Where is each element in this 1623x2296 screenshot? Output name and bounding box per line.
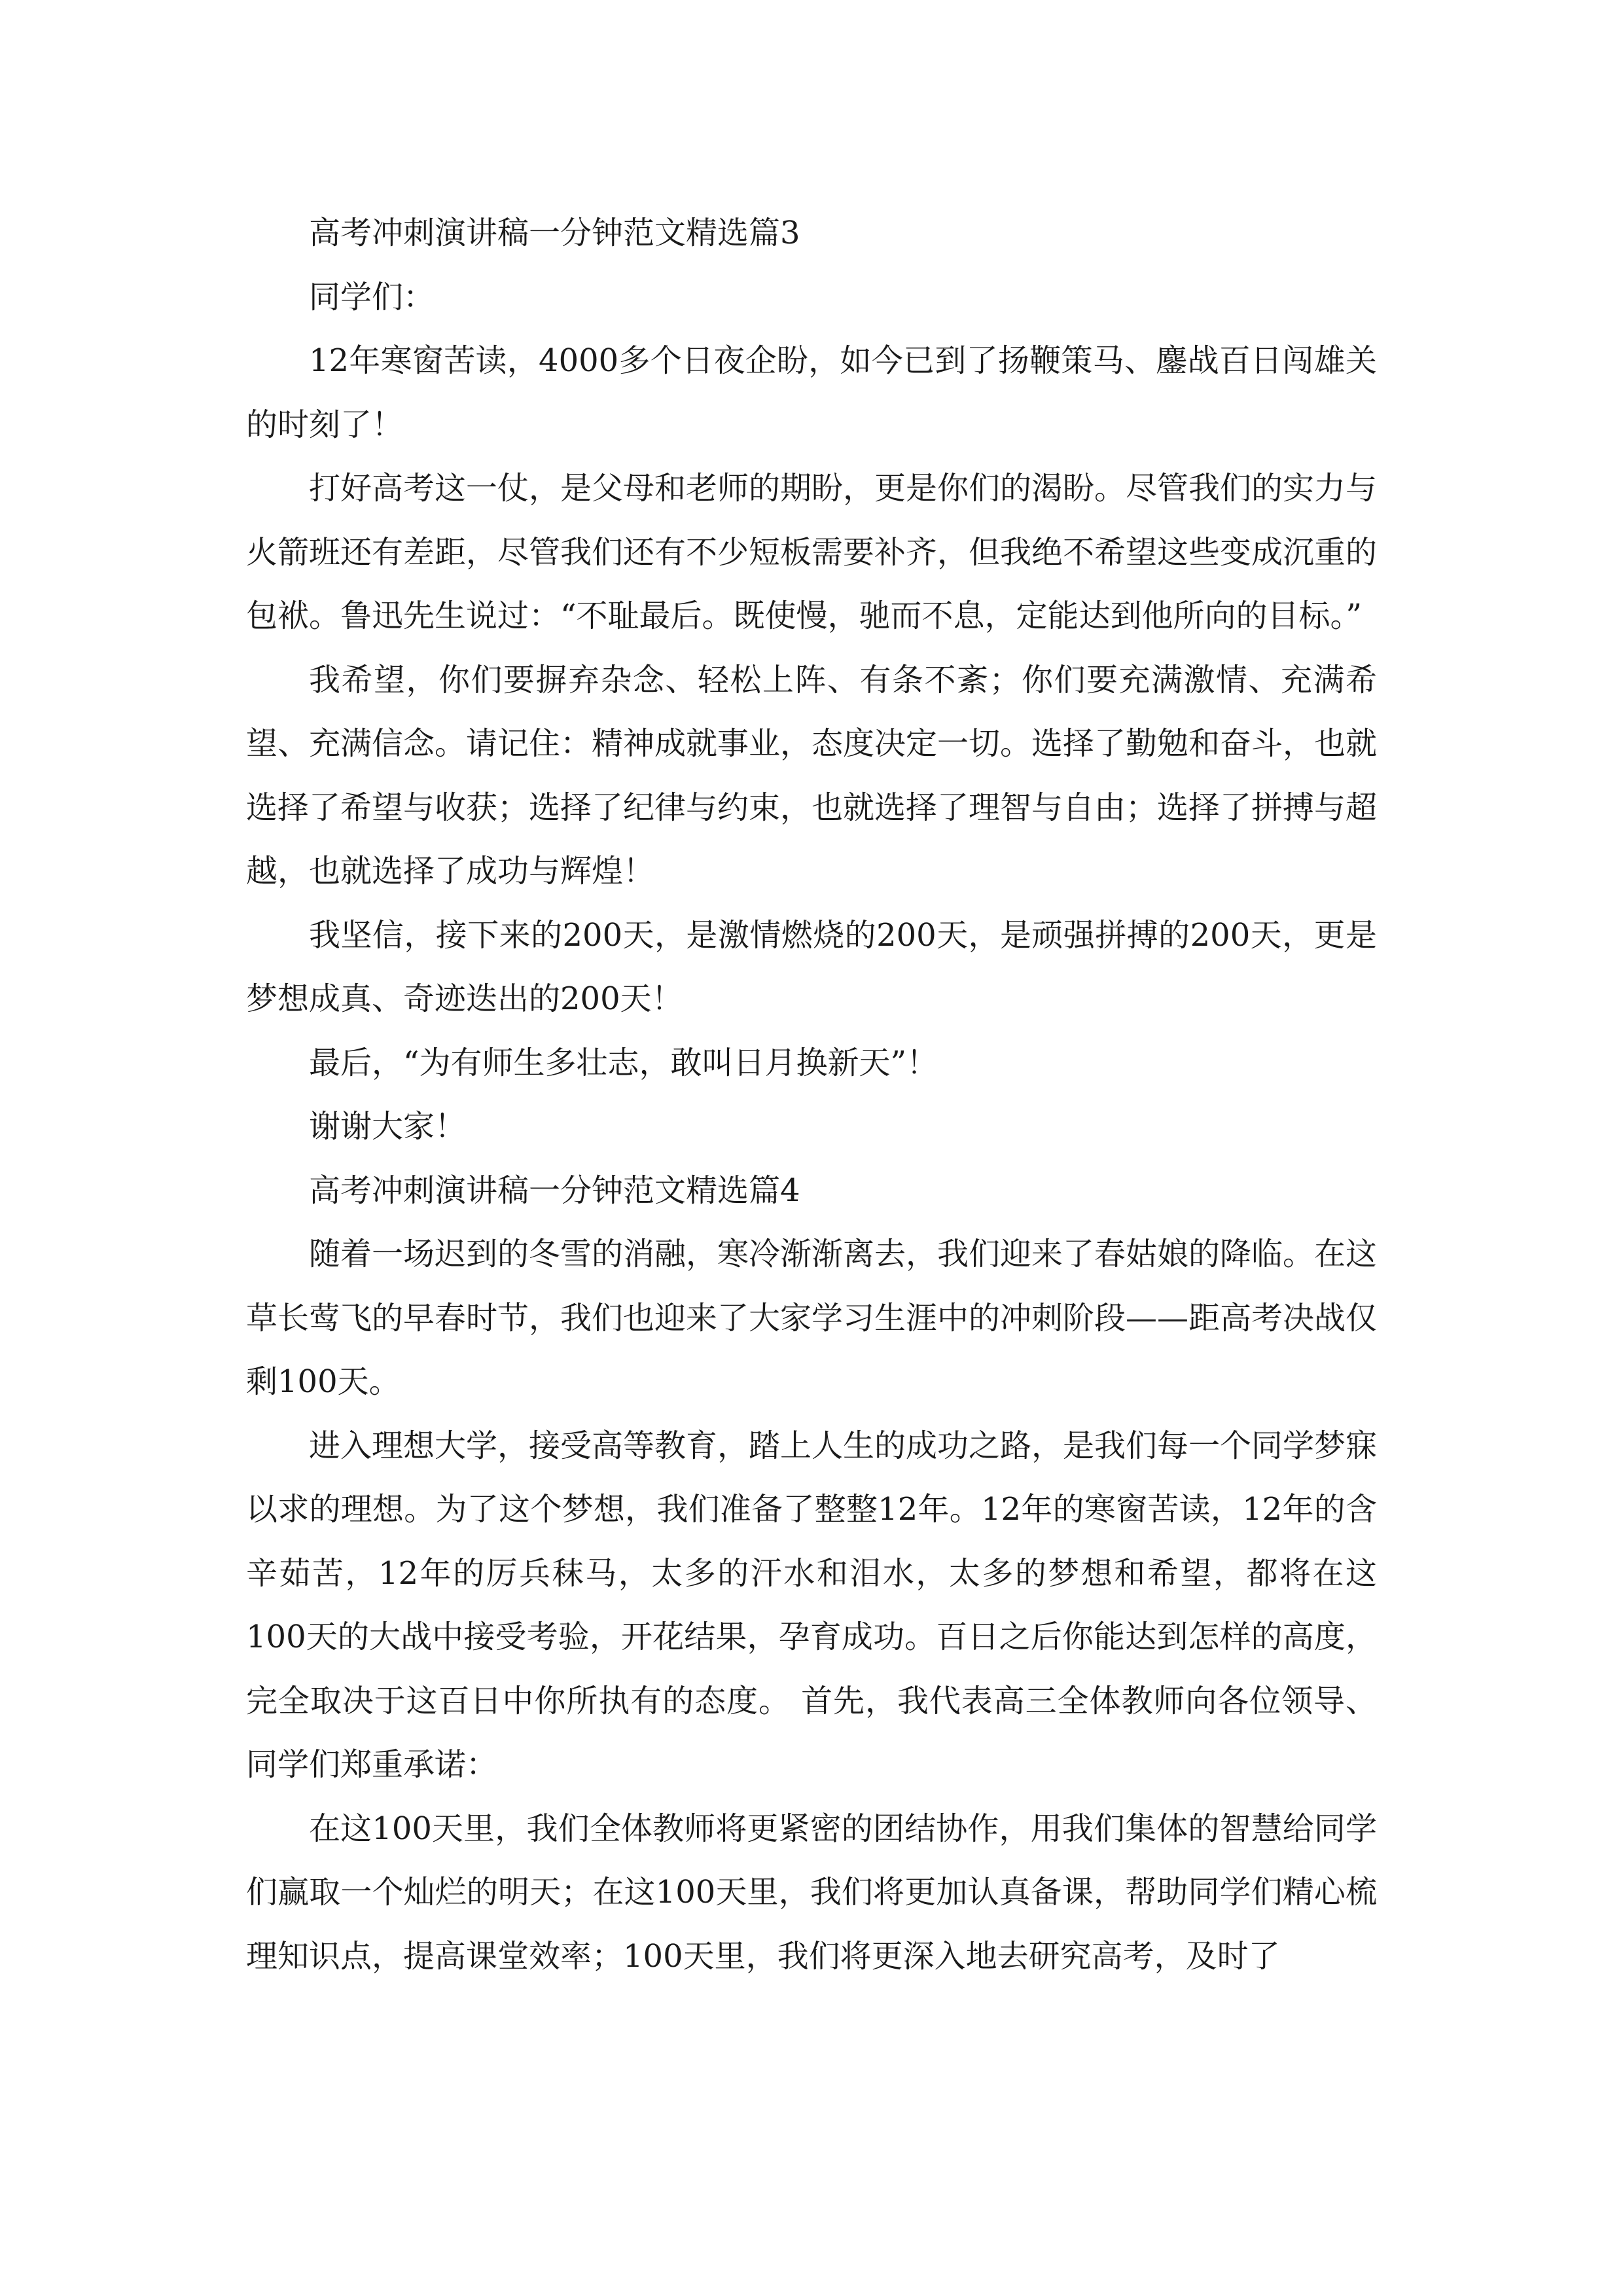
paragraph: 我希望，你们要摒弃杂念、轻松上阵、有条不紊；你们要充满激情、充满希望、充满信念。请记住：精神成就事业，态度决定一切。选择了勤勉和奋斗，也就选择了希望与收获；选择了纪律与约束，也就选择了理智与自由；选择了拼搏与超越，也就选择了成功与辉煌！: [246, 661, 1378, 889]
paragraph: 随着一场迟到的冬雪的消融，寒冷渐渐离去，我们迎来了春姑娘的降临。在这草长莺飞的早春时节，我们也迎来了大家学习生涯中的冲刺阶段——距高考决战仅剩100天。: [246, 1236, 1378, 1400]
document-body: [246, 202, 1377, 1988]
section-heading-4: 高考冲刺演讲稿一分钟范文精选篇4: [309, 1172, 800, 1209]
salutation: 同学们：: [309, 278, 435, 315]
paragraph: 打好高考这一仗，是父母和老师的期盼，更是你们的渴盼。尽管我们的实力与火箭班还有差距，尽管我们还有不少短板需要补齐，但我绝不希望这些变成沉重的包袱。鲁迅先生说过：“不耻最后。既使慢，驰而不息，定能达到他所向的目标。”: [246, 470, 1378, 634]
paragraph: 在这100天里，我们全体教师将更紧密的团结协作，用我们集体的智慧给同学们赢取一个灿烂的明天；在这100天里，我们将更加认真备课，帮助同学们精心梳理知识点，提高课堂效率；100天里，我们将更深入地去研究高考，及时了: [246, 1810, 1377, 1975]
closing: 谢谢大家！: [309, 1108, 467, 1145]
paragraph: 我坚信，接下来的200天，是激情燃烧的200天，是顽强拼搏的200天，更是梦想成真、奇迹迭出的200天！: [246, 916, 1377, 1017]
paragraph: 进入理想大学，接受高等教育，踏上人生的成功之路，是我们每一个同学梦寐以求的理想。为了这个梦想，我们准备了整整12年。12年的寒窗苦读，12年的含辛茹苦，12年的厉兵秣马，太多的汗水和泪水，太多的梦想和希望，都将在这100天的大战中接受考验，开花结果，孕育成功。百日之后你能达到怎样的高度，完全取决于这百日中你所执有的态度。 首先，我代表高三全体教师向各位领导、同学们郑重承诺：: [246, 1427, 1378, 1783]
paragraph: 12年寒窗苦读，4000多个日夜企盼，如今已到了扬鞭策马、鏖战百日闯雄关的时刻了！: [246, 342, 1377, 443]
section-heading-3: 高考冲刺演讲稿一分钟范文精选篇3: [309, 215, 800, 251]
paragraph: 最后，“为有师生多壮志，敢叫日月换新天”！: [309, 1044, 938, 1081]
